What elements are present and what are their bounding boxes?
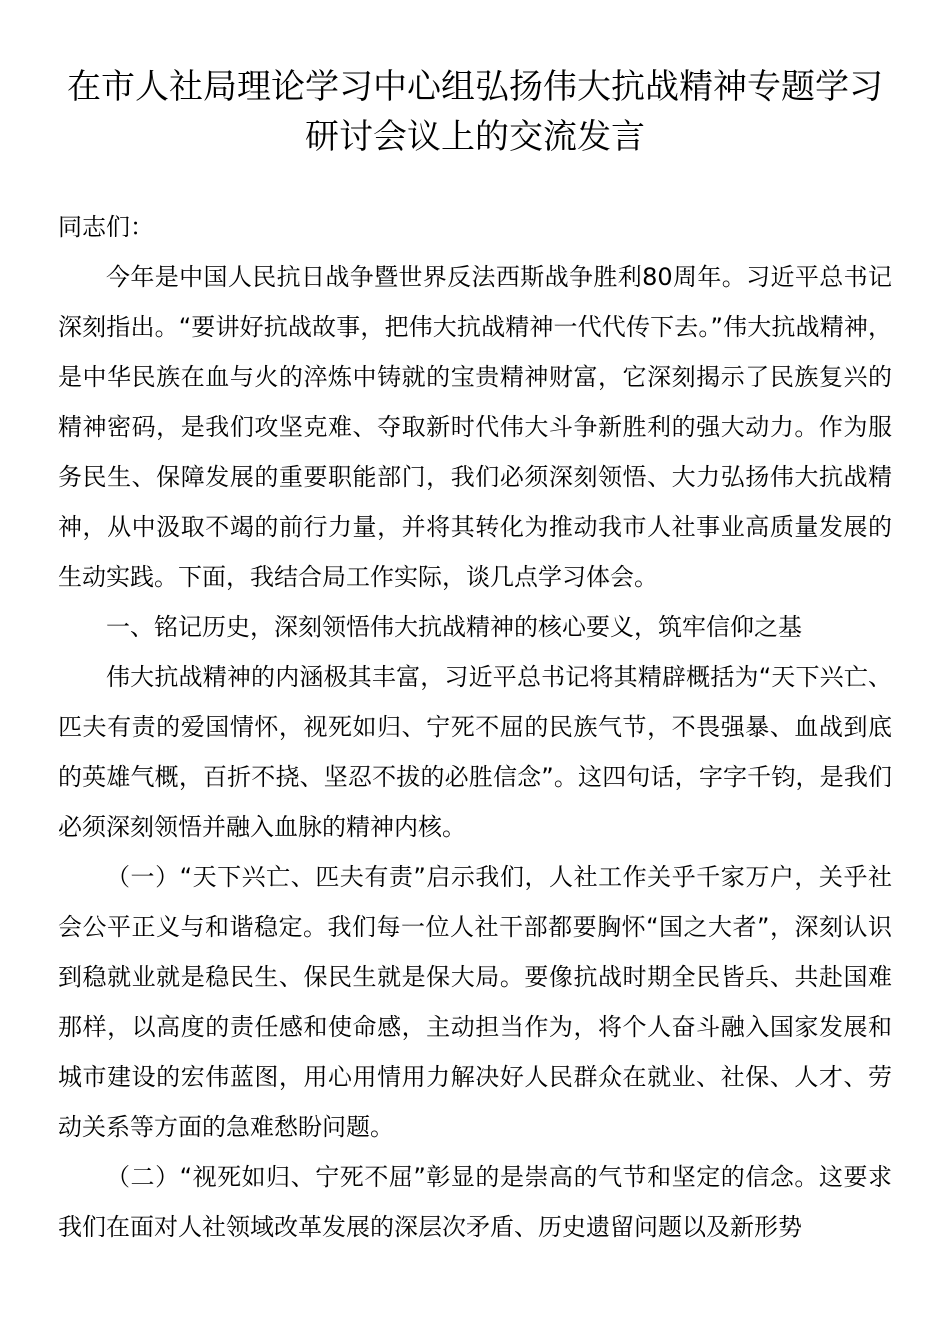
section-heading-1: 一、铭记历史，深刻领悟伟大抗战精神的核心要义，筑牢信仰之基	[106, 613, 802, 641]
paragraph-point-2: （二）“视死如归、宁死不屈”彰显的是崇高的气节和坚定的信念。这要求我们在面对人社领域改革发展的深层次矛盾、历史遗留问题以及新形势	[58, 1163, 892, 1241]
document-title: 在市人社局理论学习中心组弘扬伟大抗战精神专题学习研讨会议上的交流发言	[67, 67, 883, 157]
paragraph-spirit-summary: 伟大抗战精神的内涵极其丰富，习近平总书记将其精辟概括为“天下兴亡、匹夫有责的爱国情怀，视死如归、宁死不屈的民族气节，不畏强暴、血战到底的英雄气概，百折不挠、坚忍不拔的必胜信念”。这四句话，字字千钧，是我们必须深刻领悟并融入血脉的精神内核。	[58, 663, 892, 841]
paragraph-intro: 今年是中国人民抗日战争暨世界反法西斯战争胜利80周年。习近平总书记深刻指出。“要讲好抗战故事，把伟大抗战精神一代代传下去。”伟大抗战精神，是中华民族在血与火的淬炼中铸就的宝贵精神财富，它深刻揭示了民族复兴的精神密码，是我们攻坚克难、夺取新时代伟大斗争新胜利的强大动力。作为服务民生、保障发展的重要职能部门，我们必须深刻领悟、大力弘扬伟大抗战精神，从中汲取不竭的前行力量，并将其转化为推动我市人社事业高质量发展的生动实践。下面，我结合局工作实际，谈几点学习体会。	[58, 263, 892, 591]
document-body	[58, 202, 892, 1252]
salutation: 同志们：	[58, 213, 154, 241]
paragraph-point-1: （一）“天下兴亡、匹夫有责”启示我们，人社工作关乎千家万户，关乎社会公平正义与和谐稳定。我们每一位人社干部都要胸怀“国之大者”，深刻认识到稳就业就是稳民生、保民生就是保大局。要像抗战时期全民皆兵、共赴国难那样，以高度的责任感和使命感，主动担当作为，将个人奋斗融入国家发展和城市建设的宏伟蓝图，用心用情用力解决好人民群众在就业、社保、人才、劳动关系等方面的急难愁盼问题。	[58, 863, 892, 1141]
